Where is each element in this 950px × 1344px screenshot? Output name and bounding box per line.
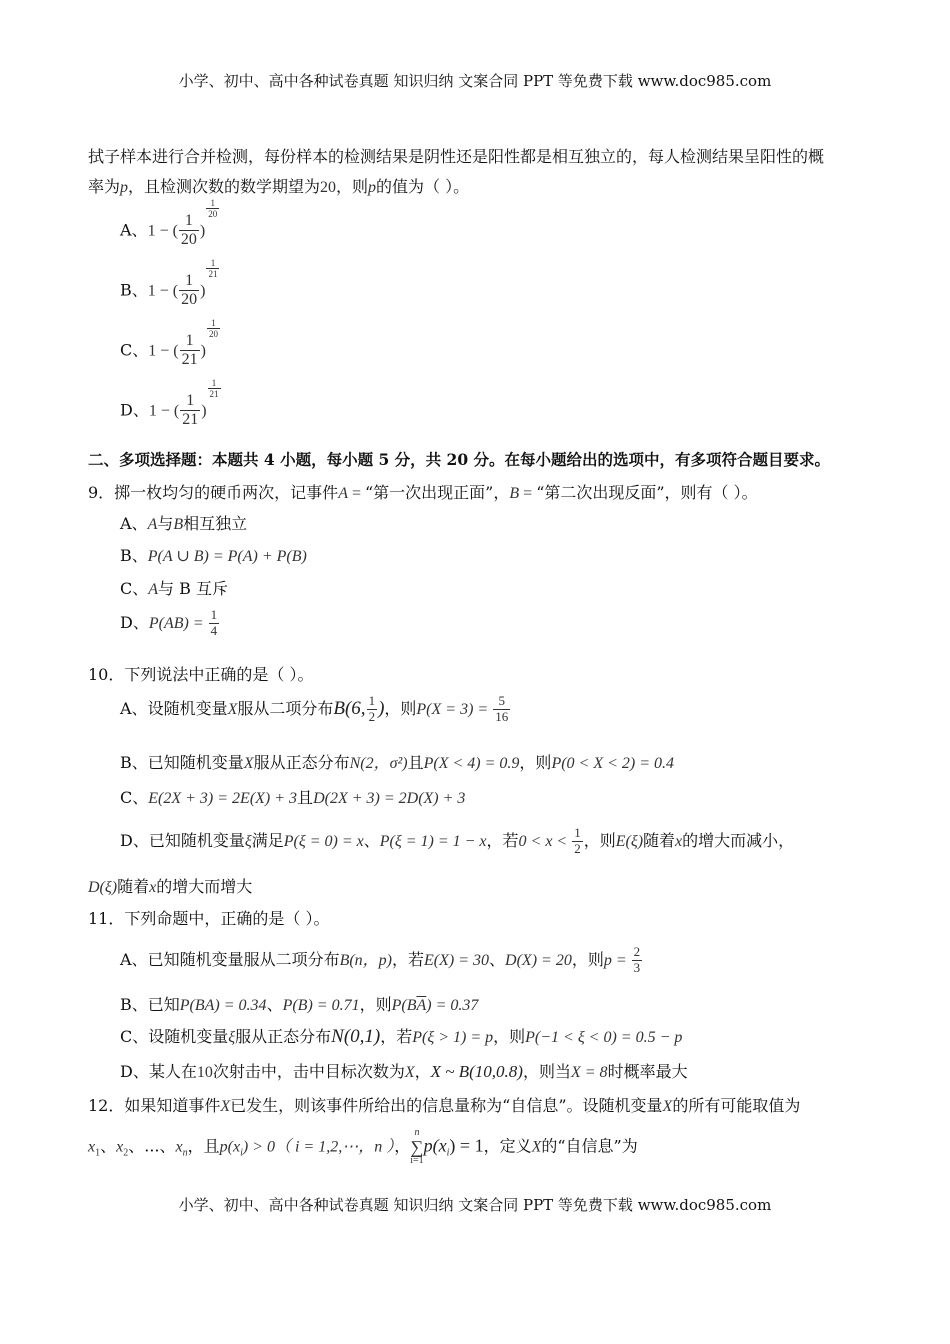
q10-option-c[interactable]: C、E(2X + 3) = 2E(X) + 3且D(2X + 3) = 2D(X) + 3 [120,788,466,807]
q8-option-a[interactable]: A、1 − ( $\frac{1}{20}$ ) $\frac{1}{20}$ [120,198,218,249]
q8-stem-line2: 率为p，且检测次数的数学期望为20，则p的值为（ ）。 [88,177,470,196]
q10-option-d-cont: D(ξ)随着x的增大而增大 [88,877,253,896]
q9-stem: 9．掷一枚均匀的硬币两次，记事件A = “第一次出现正面”，B = “第二次出现反面”，则有（ ）。 [88,483,758,502]
q8-stem-line1: 拭子样本进行合并检测，每份样本的检测结果是阴性还是阳性都是相互独立的，每人检测结果呈阳性的概 [88,147,825,166]
q8-option-d[interactable]: D、1 − ( $\frac{1}{21}$ ) $\frac{1}{21}$ [120,378,219,429]
q11-option-d[interactable]: D、某人在10次射击中，击中目标次数为X，X ~ B(10,0.8)，则当X = 8时概率最大 [120,1062,688,1081]
q9-option-c[interactable]: C、A与 B 互斥 [120,579,228,598]
q11-option-c[interactable]: C、设随机变量ξ服从正态分布N(0,1)，若P(ξ > 1) = p，则P(−1 < ξ < 0) = 0.5 − p [120,1026,683,1047]
section-heading: 二、多项选择题：本题共 4 小题，每小题 5 分，共 20 分。在每小题给出的选项中，有多项符合题目要求。 [88,450,831,469]
q8-option-b[interactable]: B、1 − ( $\frac{1}{20}$ ) $\frac{1}{21}$ [120,258,218,309]
page-footer: 小学、初中、高中各种试卷真题 知识归纳 文案合同 PPT 等免费下载 www.doc985.com [178,1196,772,1214]
q12-stem-line1: 12．如果知道事件X已发生，则该事件所给出的信息量称为“自信息”。设随机变量X的所有可能取值为 [88,1096,801,1115]
q9-option-b[interactable]: B、P(A ∪ B) = P(A) + P(B) [120,546,307,565]
q8-option-c[interactable]: C、1 − ( $\frac{1}{21}$ ) $\frac{1}{20}$ [120,318,218,369]
summation-symbol: n ∑ i=1 [410,1127,424,1166]
q11-stem: 11．下列命题中，正确的是（ ）。 [88,909,330,928]
page-header: 小学、初中、高中各种试卷真题 知识归纳 文案合同 PPT 等免费下载 www.doc985.com [178,72,772,90]
q10-option-b[interactable]: B、已知随机变量X服从正态分布N(2，σ²)且P(X < 4) = 0.9，则P(0 < X < 2) = 0.4 [120,753,675,772]
q11-option-b[interactable]: B、已知P(BA) = 0.34、P(B) = 0.71，则$P(B\overline{A}) = 0.37$ [120,995,479,1014]
q9-option-a[interactable]: A、A与B相互独立 [120,514,248,533]
q12-stem-line2: $x_1$、$x_2$、...、$x_n$，且$p(x_i) > 0$（ i = 1,2,⋯，n ）， n ∑ i=1 $p(x_i) = 1$，定义X的“自信息”为 [88,1127,638,1166]
q10-stem: 10．下列说法中正确的是（ ）。 [88,665,314,684]
q11-option-a[interactable]: A、已知随机变量服从二项分布B(n，p)，若E(X) = 30、D(X) = 20，则p = $\frac{2}{3}$ [120,944,641,975]
q10-option-d[interactable]: D、已知随机变量ξ满足P(ξ = 0) = x、P(ξ = 1) = 1 − x，若0 < x < $\frac{1}{2}$ ，则E(ξ)随着x的增大而减小， [120,825,795,856]
q10-option-a[interactable]: A、设随机变量X服从二项分布B(6, $\frac{1}{2}$ )，则P(X = 3) = $\frac{5}{16}$ [120,693,509,724]
q9-option-d[interactable]: D、P(AB) = $\frac{1}{4}$ [120,607,218,638]
